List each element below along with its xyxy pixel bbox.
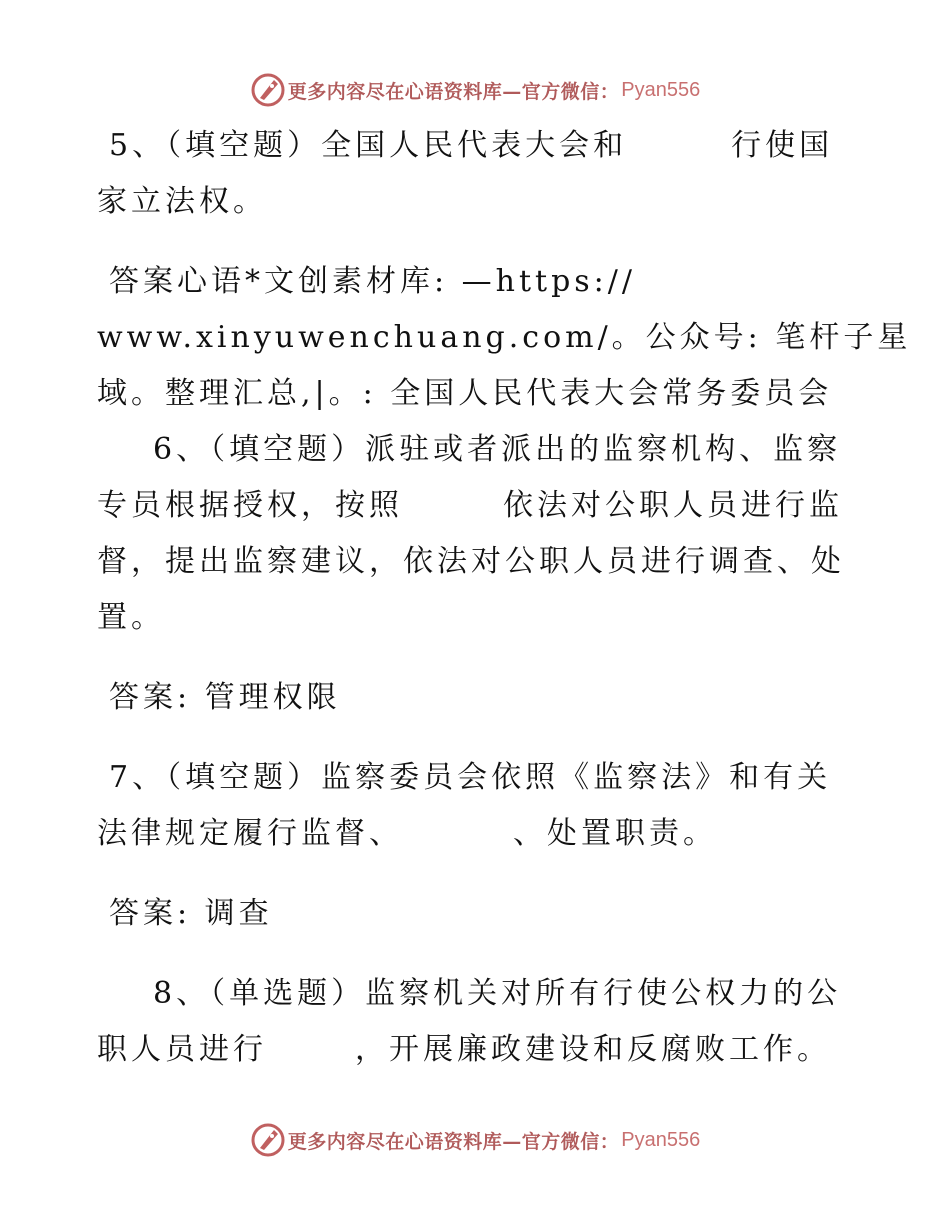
answer-5-line-2: www.xinyuwenchuang.com/。公众号: 笔杆子星 [97, 320, 912, 355]
header-banner [0, 70, 950, 110]
question-6-line-2b: 依法对公职人员进行监 [503, 488, 843, 523]
pen-nib-logo-icon [250, 1122, 286, 1158]
answer-7 [97, 886, 857, 942]
banner-wechat-id: Pyan556 [621, 78, 701, 101]
answer-7-text: 答案: 调查 [109, 896, 273, 931]
question-8-line-2b: ，开展廉政建设和反腐败工作。 [355, 1032, 831, 1067]
question-7-line-2b: 、处置职责。 [513, 816, 717, 851]
question-8-line-2: 职人员进行 [97, 1032, 267, 1067]
question-7-line-2: 法律规定履行监督、 [97, 816, 403, 851]
question-5-line-2: 家立法权。 [97, 184, 267, 219]
answer-5-line-3: 域。整理汇总,|。: 全国人民代表大会常务委员会 [97, 376, 833, 411]
question-8 [97, 966, 857, 1078]
question-5-line-1: 5、（填空题）全国人民代表大会和 [109, 128, 628, 163]
answer-6-text: 答案: 管理权限 [109, 680, 341, 715]
banner-text: 更多内容尽在心语资料库—官方微信： [287, 1130, 620, 1153]
answer-5-line-1: 答案心语*文创素材库: —https:// [109, 264, 636, 299]
pen-nib-logo-icon [250, 72, 286, 108]
document-body [97, 118, 912, 1078]
question-8-line-1: 8、（单选题）监察机关对所有行使公权力的公 [153, 976, 842, 1011]
question-7-line-1: 7、（填空题）监察委员会依照《监察法》和有关 [109, 760, 832, 795]
answer-6 [97, 670, 857, 726]
question-6-line-1: 6、（填空题）派驻或者派出的监察机构、监察 [153, 432, 842, 467]
answer-5 [97, 254, 912, 422]
question-6 [97, 422, 857, 646]
question-7 [97, 750, 857, 862]
banner-text: 更多内容尽在心语资料库—官方微信： [287, 80, 620, 103]
question-6-line-3: 督，提出监察建议，依法对公职人员进行调查、处 [97, 544, 845, 579]
question-5-line-1b: 行使国 [731, 128, 834, 163]
banner-wechat-id: Pyan556 [621, 1128, 701, 1151]
question-5 [97, 118, 857, 230]
question-6-line-2: 专员根据授权，按照 [97, 488, 403, 523]
footer-banner [0, 1120, 950, 1160]
question-6-line-4: 置。 [97, 600, 165, 635]
